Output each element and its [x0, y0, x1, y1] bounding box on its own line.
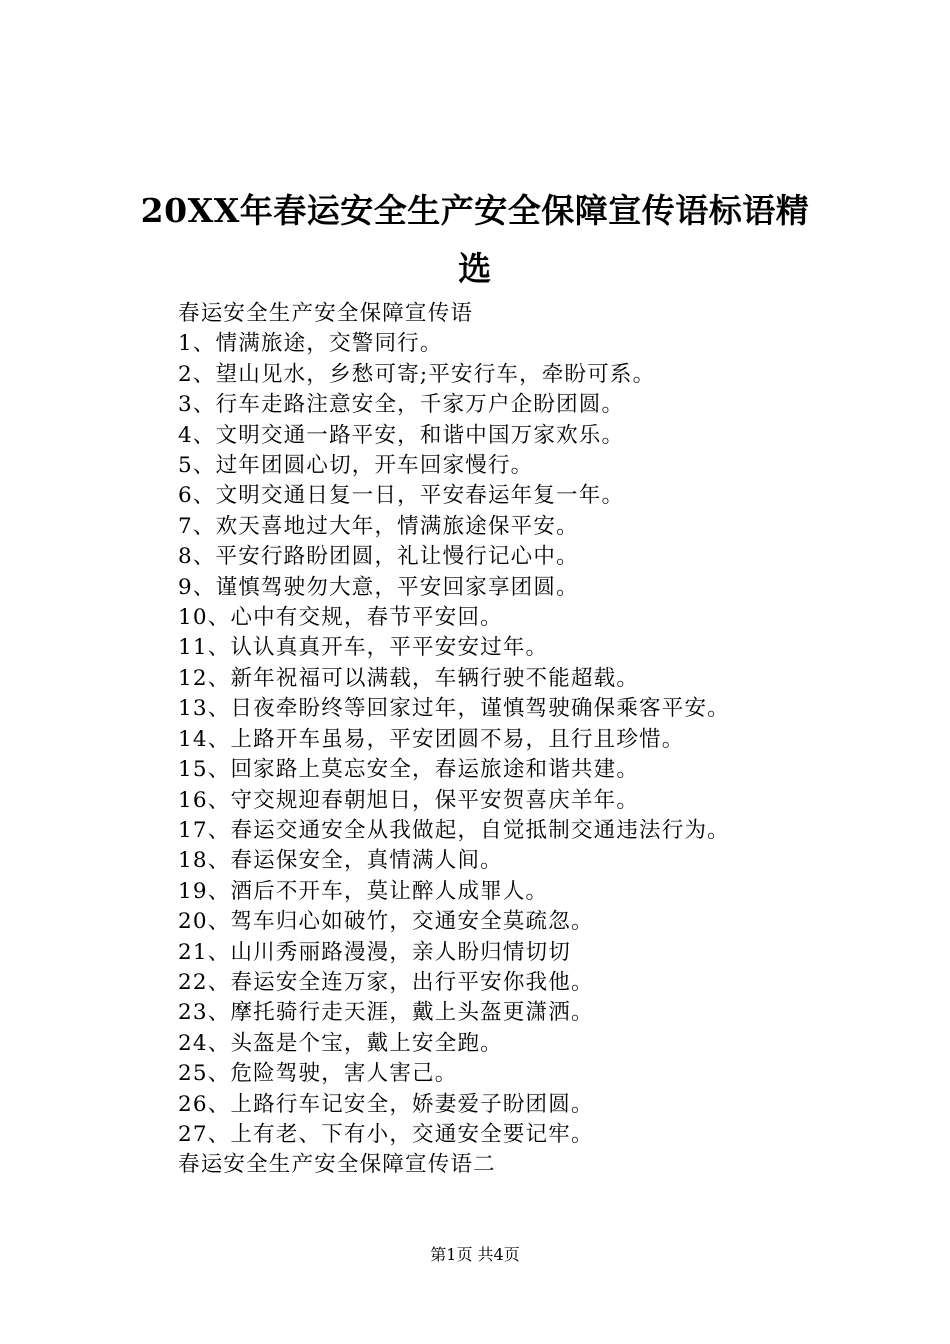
slogan-item: 12、新年祝福可以满载，车辆行驶不能超载。	[178, 665, 640, 691]
slogan-item: 4、文明交通一路平安，和谐中国万家欢乐。	[178, 422, 625, 448]
document-title	[120, 182, 830, 298]
slogan-item: 5、过年团圆心切，开车回家慢行。	[178, 453, 534, 479]
slogan-item: 17、春运交通安全从我做起，自觉抵制交通违法行为。	[178, 817, 730, 843]
slogan-item: 23、摩托骑行走天涯，戴上头盔更潇洒。	[178, 1000, 594, 1026]
section-heading: 春运安全生产安全保障宣传语二	[178, 1152, 496, 1178]
slogan-item: 16、守交规迎春朝旭日，保平安贺喜庆羊年。	[178, 787, 640, 813]
slogan-item: 6、文明交通日复一日，平安春运年复一年。	[178, 483, 625, 509]
slogan-item: 21、山川秀丽路漫漫，亲人盼归情切切	[178, 939, 571, 965]
slogan-item: 25、危险驾驶，害人害己。	[178, 1061, 458, 1087]
slogan-item: 9、谨慎驾驶勿大意，平安回家享团圆。	[178, 574, 579, 600]
slogan-item: 24、头盔是个宝，戴上安全跑。	[178, 1030, 503, 1056]
page-footer	[0, 1244, 950, 1266]
slogan-item: 14、上路开车虽易，平安团圆不易，且行且珍惜。	[178, 726, 685, 752]
slogan-item: 20、驾车归心如破竹，交通安全莫疏忽。	[178, 909, 594, 935]
slogan-item: 27、上有老、下有小，交通安全要记牢。	[178, 1121, 594, 1147]
slogan-item: 15、回家路上莫忘安全，春运旅途和谐共建。	[178, 757, 640, 783]
slogan-item: 8、平安行路盼团圆，礼让慢行记心中。	[178, 544, 579, 570]
slogan-item: 3、行车走路注意安全，千家万户企盼团圆。	[178, 392, 625, 418]
slogan-item: 13、日夜牵盼终等回家过年，谨慎驾驶确保乘客平安。	[178, 696, 730, 722]
page-number: 第1页 共4页	[430, 1245, 520, 1264]
slogan-item: 10、心中有交规，春节平安回。	[178, 605, 503, 631]
slogan-item: 26、上路行车记安全，娇妻爱子盼团圆。	[178, 1091, 594, 1117]
document-body	[178, 299, 858, 1181]
slogan-item: 11、认认真真开车，平平安安过年。	[178, 635, 549, 661]
slogan-item: 18、春运保安全，真情满人间。	[178, 848, 503, 874]
slogan-item: 2、望山见水，乡愁可寄;平安行车，牵盼可系。	[178, 361, 656, 387]
section-heading: 春运安全生产安全保障宣传语	[178, 301, 474, 326]
slogan-item: 7、欢天喜地过大年，情满旅途保平安。	[178, 513, 579, 539]
slogan-item: 1、情满旅途，交警同行。	[178, 331, 443, 357]
slogan-item: 22、春运安全连万家，出行平安你我他。	[178, 969, 594, 995]
slogan-item: 19、酒后不开车，莫让醉人成罪人。	[178, 878, 549, 904]
title-line-2: 选	[458, 249, 492, 288]
title-line-1: 20XX年春运安全生产安全保障宣传语标语精	[140, 191, 810, 230]
